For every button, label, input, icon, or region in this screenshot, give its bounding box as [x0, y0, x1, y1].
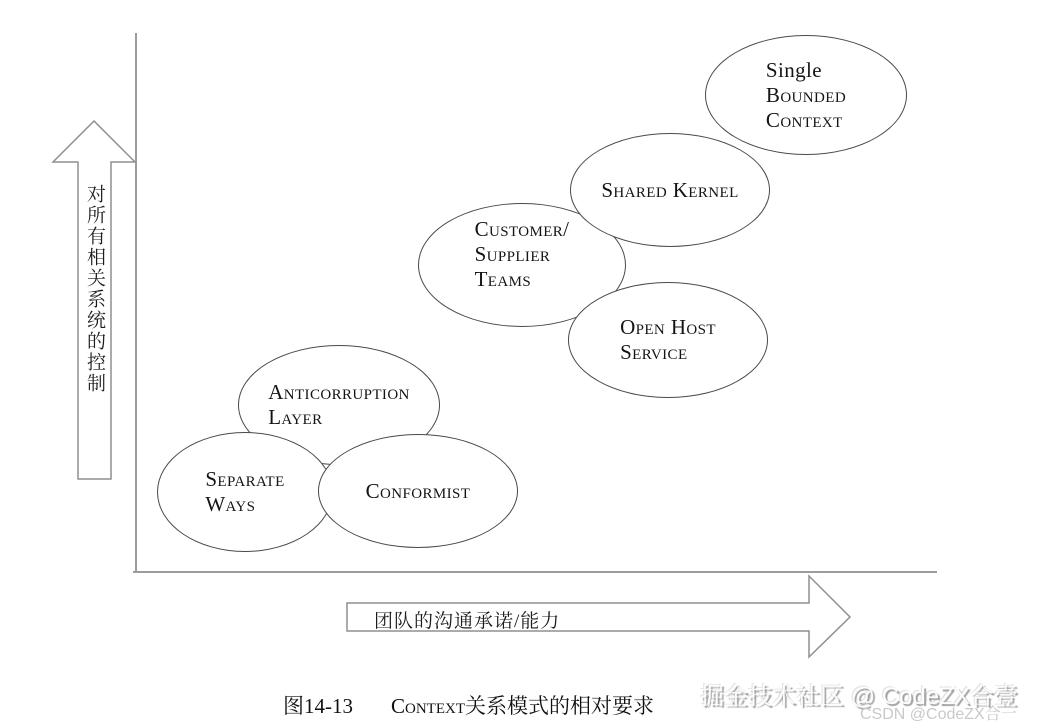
bubble-label: Conformist — [365, 478, 471, 503]
figure-title-zh: 关系模式的相对要求 — [465, 694, 654, 718]
bubble-conformist — [318, 434, 518, 548]
bubble-label: Open Host Service — [620, 315, 716, 364]
watermark-juejin: 掘金技术社区 @ CodeZX合壹 — [700, 683, 1018, 710]
bubble-single-bounded-context — [705, 35, 907, 155]
y-axis-label: 对所有相关系统的控制 — [84, 184, 105, 394]
figure-caption — [283, 690, 654, 720]
watermark-csdn: CSDN @CodeZX合一 — [860, 706, 1017, 723]
bubble-label: Anticorruption Layer — [268, 380, 410, 429]
figure-number: 图14-13 — [283, 694, 353, 718]
bubble-separate-ways — [157, 432, 333, 552]
bubble-label: Customer/ Supplier Teams — [474, 216, 570, 291]
figure-title-en: Context — [391, 694, 465, 718]
bubble-open-host-service — [568, 282, 768, 398]
bubble-shared-kernel — [570, 133, 770, 247]
bubble-label: Single Bounded Context — [765, 57, 847, 132]
bubble-label: Shared Kernel — [601, 177, 739, 202]
x-axis-label: 团队的沟通承诺/能力 — [374, 611, 561, 632]
figure-title — [391, 690, 654, 720]
bubble-label: Separate Ways — [205, 467, 285, 516]
